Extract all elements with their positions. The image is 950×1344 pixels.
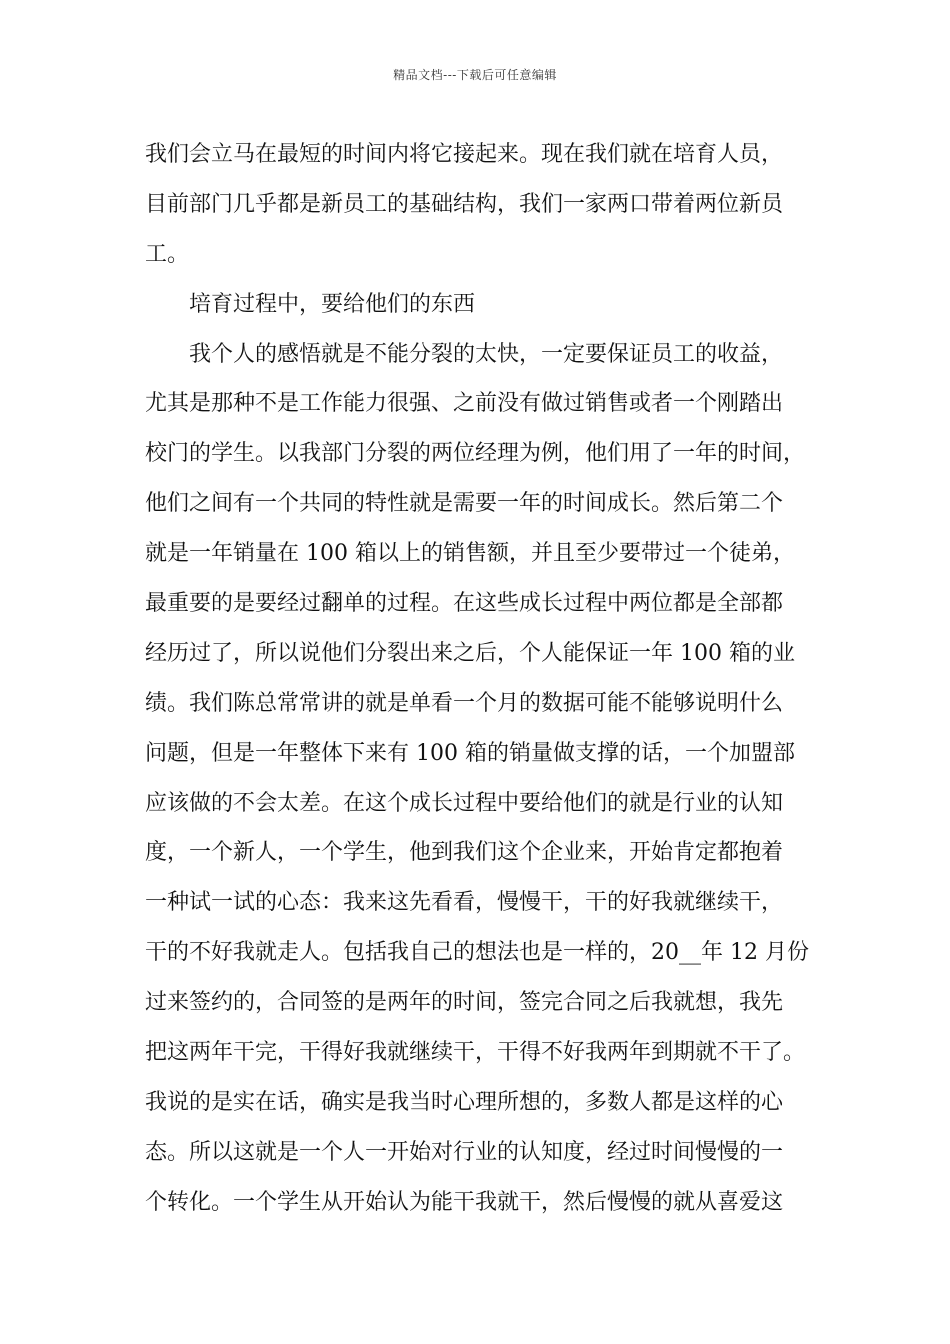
text-line: 问题，但是一年整体下来有 100 箱的销量做支撑的话，一个加盟部	[145, 740, 795, 766]
text-line: 目前部门几乎都是新员工的基础结构，我们一家两口带着两位新员	[145, 191, 784, 217]
text-line: 经历过了，所以说他们分裂出来之后，个人能保证一年 100 箱的业	[145, 640, 795, 666]
text-line: 态。所以这就是一个人一开始对行业的认知度，经过时间慢慢的一	[145, 1139, 784, 1165]
text-line: 把这两年干完，干得好我就继续干，干得不好我两年到期就不干了。	[145, 1040, 806, 1066]
text-line: 校门的学生。以我部门分裂的两位经理为例，他们用了一年的时间，	[145, 441, 806, 467]
text-line: 最重要的是要经过翻单的过程。在这些成长过程中两位都是全部都	[145, 591, 784, 617]
text-line: 一种试一试的心态：我来这先看看，慢慢干，干的好我就继续干，	[145, 890, 784, 916]
text-line: 我个人的感悟就是不能分裂的太快，一定要保证员工的收益，	[189, 341, 784, 367]
text-line: 过来签约的，合同签的是两年的时间，签完合同之后我就想，我先	[145, 990, 784, 1016]
body-text	[145, 130, 815, 1228]
text-line: 我说的是实在话，确实是我当时心理所想的，多数人都是这样的心	[145, 1089, 784, 1115]
text-line: 应该做的不会太差。在这个成长过程中要给他们的就是行业的认知	[145, 790, 784, 816]
page-header: 精品文档---下载后可任意编辑	[393, 68, 557, 82]
text-line: 尤其是那种不是工作能力很强、之前没有做过销售或者一个刚踏出	[145, 391, 784, 417]
text-line: 工。	[145, 241, 190, 267]
text-line: 就是一年销量在 100 箱以上的销售额，并且至少要带过一个徒弟，	[145, 541, 795, 567]
text-line: 我们会立马在最短的时间内将它接起来。现在我们就在培育人员，	[145, 142, 784, 167]
text-line: 绩。我们陈总常常讲的就是单看一个月的数据可能不能够说明什么	[145, 690, 784, 716]
text-line: 干的不好我就走人。包括我自己的想法也是一样的，20__年 12 月份	[145, 940, 809, 966]
text-line: 他们之间有一个共同的特性就是需要一年的时间成长。然后第二个	[145, 491, 784, 517]
text-line: 个转化。一个学生从开始认为能干我就干，然后慢慢的就从喜爱这	[145, 1189, 784, 1215]
section-heading: 培育过程中，要给他们的东西	[189, 291, 476, 317]
text-line: 度，一个新人，一个学生，他到我们这个企业来，开始肯定都抱着	[145, 840, 784, 866]
